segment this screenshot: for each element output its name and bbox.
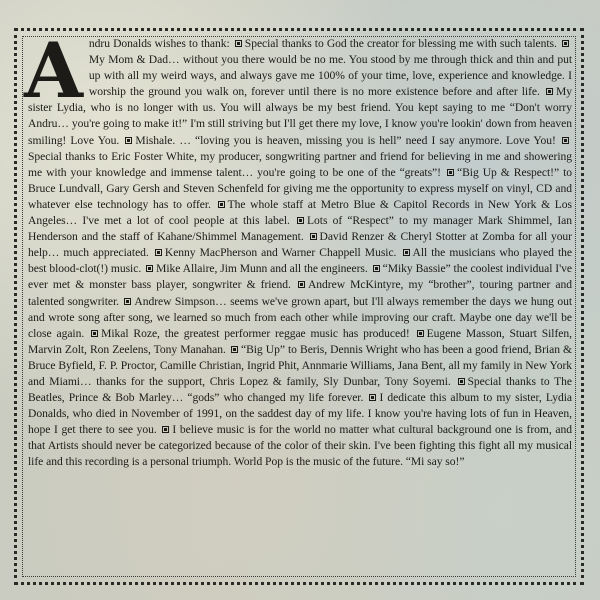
square-bullet-icon (155, 249, 162, 256)
square-bullet-icon (310, 233, 317, 240)
square-bullet-icon (162, 426, 169, 433)
square-bullet-icon (403, 249, 410, 256)
square-bullet-icon (298, 281, 305, 288)
thanks-segment: Eugene Masson, Stuart Silfen, Marvin Zolt, Ron Zeelens, Tony Manahan. (28, 326, 572, 356)
thanks-segment: Special thanks to Eric Foster White, my producer, songwriting partner and friend for believing in me and showering me with your knowledge and immense talent… you're going to be one of the “greats”! (28, 149, 572, 179)
thank-you-notes (20, 36, 578, 576)
thanks-segment: Mike Allaire, Jim Munn and all the engineers. (156, 262, 368, 276)
thanks-segment: My Mom & Dad… without you there would be no me. You stood by me through thick and thin and put up with all my weird ways, and always gave me 100% of your time, love, experience and knowledge. I worship the ground you walk on, forever until there is no more existence before and after life. (88, 53, 572, 99)
square-bullet-icon (146, 265, 153, 272)
square-bullet-icon (231, 346, 238, 353)
square-bullet-icon (546, 88, 553, 95)
thanks-segment: “Miky Bassie” the coolest individual I've ever met & monster bass player, songwriter & friend. (28, 262, 572, 292)
thanks-segment: Mikal Roze, the greatest performer reggae music has produced! (101, 326, 410, 340)
square-bullet-icon (124, 298, 131, 305)
thanks-segment: All the musicians who played the best blood-clot(!) music. (28, 246, 572, 276)
thanks-segment: My sister Lydia, who is no longer with us. You will always be my best friend. You kept saying to me “Don't worry Andru… you're going to make it!” I'm still striving but I'll get there my love, I know you're lookin' down from heaven smiling! Love You. (28, 85, 572, 147)
thanks-segment: David Renzer & Cheryl Stotter at Zomba for all your help… much appreciated. (28, 230, 572, 260)
square-bullet-icon (447, 169, 454, 176)
thanks-segment: Mishale. … “loving you is heaven, missing you is hell” need I say anymore. Love You! (135, 133, 556, 147)
thanks-segment: I believe music is for the world no matter what cultural background one is from, and that Artists should never be categorized because of the color of their skin. I've been fighting this fight all my musical life and this recording is a personal triumph. World Pop is the music of the future. “Mi say so!” (28, 423, 572, 469)
square-bullet-icon (562, 137, 569, 144)
square-bullet-icon (373, 265, 380, 272)
thanks-segment: ndru Donalds wishes to thank: (88, 37, 230, 50)
thanks-segment: Special thanks to The Beatles, Prince & Bob Marley… “gods” who changed my life forever. (28, 374, 572, 405)
square-bullet-icon (417, 330, 424, 337)
square-bullet-icon (562, 40, 569, 47)
thanks-segment: “Big Up & Respect!” to Bruce Lundvall, Gary Gersh and Steven Schenfeld for giving me the opportunity to express myself on vinyl, CD and whatever else technology has to offer. (28, 165, 572, 211)
thanks-segment: I dedicate this album to my sister, Lydia Donalds, who died in November of 1991, on the saddest day of my life. I know you're having lots of fun in Heaven, hope I get there to see you. (28, 391, 572, 437)
square-bullet-icon (218, 201, 225, 208)
thanks-segment: “Big Up” to Beris, Dennis Wright who has been a good friend, Brian & Bruce Byfield, F. P. Proctor, Camille Christian, Ingrid Phit, Annmarie Williams, Jana Bent, all my family in New York and Miami… thanks for the support, Chris Lopez & family, Sly Dunbar, Tony Soyemi. (28, 342, 573, 388)
square-bullet-icon (369, 394, 376, 401)
thanks-segment: Kenny MacPherson and Warner Chappell Music. (164, 246, 397, 260)
square-bullet-icon (458, 378, 465, 385)
thanks-segment: Special thanks to God the creator for blessing me with such talents. (244, 37, 557, 50)
drop-cap-letter: A (24, 36, 83, 115)
thanks-segment: Andrew Simpson… seems we've grown apart, but I'll always remember the days we hung out and wrote song after song, we learned so much from each other while improving our craft. Maybe one day we'll be close again. (28, 294, 572, 340)
square-bullet-icon (125, 137, 132, 144)
square-bullet-icon (235, 40, 242, 47)
square-bullet-icon (297, 217, 304, 224)
thanks-segment: Lots of “Respect” to my manager Mark Shimmel, Ian Henderson and the staff of Kahane/Shimmel Management. (28, 214, 572, 244)
thanks-segment: The whole staff at Metro Blue & Capitol Records in New York & Los Angeles… I've met a lot of cool people at this label. (28, 197, 572, 228)
square-bullet-icon (91, 330, 98, 337)
thanks-segment: Andrew McKintyre, my “brother”, touring partner and talented songwriter. (28, 278, 573, 308)
